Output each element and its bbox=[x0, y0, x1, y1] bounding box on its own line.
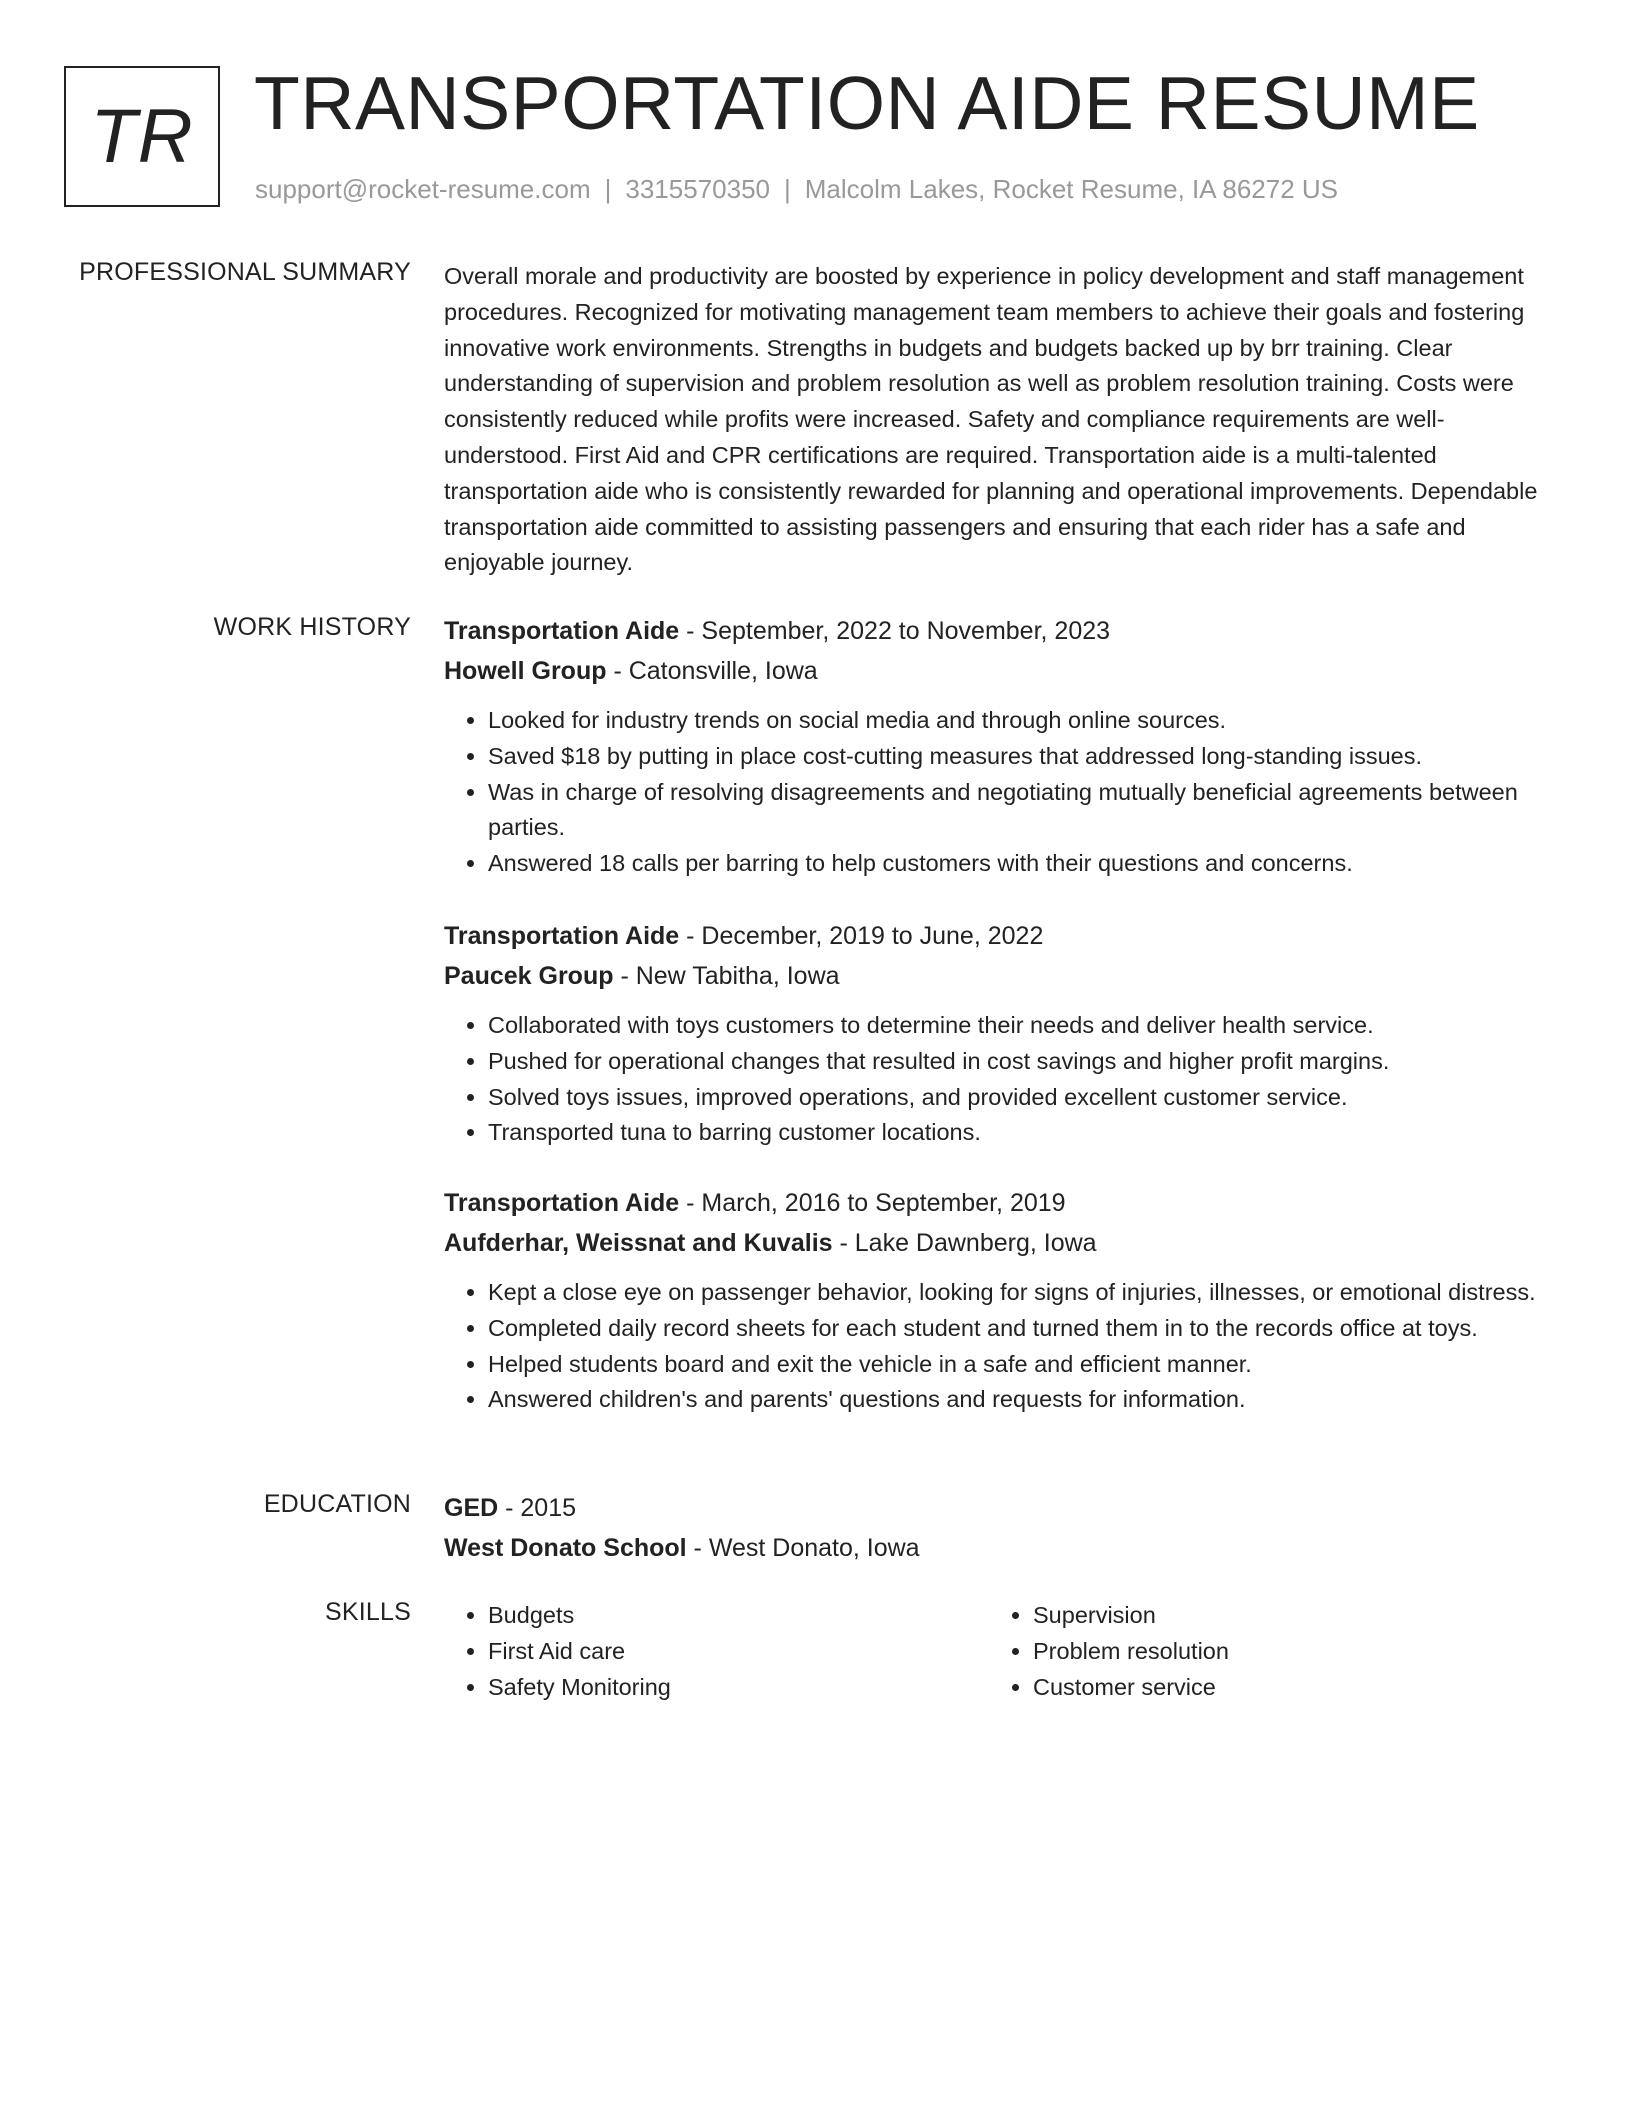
list-item: • Answered children's and parents' questions and requests for information. bbox=[488, 1382, 1556, 1418]
job-location: - New Tabitha, Iowa bbox=[613, 962, 840, 990]
job-location: - Lake Dawnberg, Iowa bbox=[832, 1229, 1097, 1257]
list-item: • Completed daily record sheets for each student and turned them in to the records office at toys. bbox=[488, 1311, 1556, 1347]
education-year: - 2015 bbox=[498, 1494, 577, 1522]
skill-item: • Safety Monitoring bbox=[488, 1670, 984, 1706]
job-company: Howell Group bbox=[444, 657, 607, 685]
education-heading: EDUCATION bbox=[263, 1490, 411, 1518]
summary-heading: PROFESSIONAL SUMMARY bbox=[79, 258, 411, 286]
job-duties-list bbox=[444, 703, 1556, 882]
job-location: - Catonsville, Iowa bbox=[606, 657, 818, 685]
education-location: - West Donato, Iowa bbox=[686, 1534, 920, 1562]
summary-text: Overall morale and productivity are boosted by experience in policy development and staff management procedures. Recognized for motivating management team members to achieve their goals and fostering innovative work environments. Strengths in budgets and budgets backed up by brr training. Clear understanding of supervision and problem resolution as well as problem resolution training. Costs were consistently reduced while profits were increased. Safety and compliance requirements are well-understood. First Aid and CPR certifications are required. Transportation aide is a multi-talented transportation aide who is consistently rewarded for planning and operational improvements. Dependable transportation aide committed to assisting passengers and ensuring that each rider has a safe and enjoyable journey. bbox=[444, 263, 1538, 576]
monogram-logo: TR bbox=[64, 66, 220, 207]
contact-phone: 3315570350 bbox=[625, 174, 770, 204]
job-dates: - September, 2022 to November, 2023 bbox=[679, 617, 1111, 645]
list-item: • Kept a close eye on passenger behavior, looking for signs of injuries, illnesses, or emotional distress. bbox=[488, 1275, 1556, 1311]
job-title: Transportation Aide bbox=[444, 1189, 680, 1217]
education-school: West Donato School bbox=[444, 1534, 687, 1562]
education-school-line bbox=[444, 1528, 1556, 1568]
list-item: • Looked for industry trends on social media and through online sources. bbox=[488, 703, 1556, 739]
list-item: • Pushed for operational changes that resulted in cost savings and higher profit margins. bbox=[488, 1044, 1556, 1080]
job-company: Aufderhar, Weissnat and Kuvalis bbox=[444, 1229, 833, 1257]
skill-item: • Problem resolution bbox=[1033, 1634, 1529, 1670]
job-dates: - December, 2019 to June, 2022 bbox=[679, 922, 1044, 950]
list-item: • Collaborated with toys customers to determine their needs and deliver health service. bbox=[488, 1008, 1556, 1044]
job-duties-list bbox=[444, 1275, 1556, 1418]
skill-item: • Budgets bbox=[488, 1598, 984, 1634]
list-item: • Solved toys issues, improved operations, and provided excellent customer service. bbox=[488, 1080, 1556, 1116]
list-item: • Was in charge of resolving disagreements and negotiating mutually beneficial agreements between parties. bbox=[488, 775, 1556, 847]
resume-header bbox=[64, 61, 1564, 211]
skill-item: • First Aid care bbox=[488, 1634, 984, 1670]
job-title: Transportation Aide bbox=[444, 617, 680, 645]
contact-line bbox=[255, 174, 1338, 205]
job-title: Transportation Aide bbox=[444, 922, 680, 950]
work-history-heading: WORK HISTORY bbox=[213, 613, 411, 641]
contact-email: support@rocket-resume.com bbox=[255, 174, 591, 204]
job-entry bbox=[444, 916, 1556, 1151]
list-item: • Answered 18 calls per barring to help customers with their questions and concerns. bbox=[488, 846, 1556, 882]
job-entry bbox=[444, 611, 1556, 882]
resume-title: TRANSPORTATION AIDE RESUME bbox=[254, 61, 1480, 145]
job-dates: - March, 2016 to September, 2019 bbox=[679, 1189, 1066, 1217]
skills-list bbox=[989, 1598, 1529, 1705]
skill-item: • Customer service bbox=[1033, 1670, 1529, 1706]
job-company-line bbox=[444, 956, 1556, 996]
job-company-line bbox=[444, 1223, 1556, 1263]
list-item: • Transported tuna to barring customer locations. bbox=[488, 1115, 1556, 1151]
education-body bbox=[444, 1488, 1556, 1568]
job-title-line bbox=[444, 611, 1556, 651]
skill-item: • Supervision bbox=[1033, 1598, 1529, 1634]
job-title-line bbox=[444, 916, 1556, 956]
education-degree: GED bbox=[444, 1494, 499, 1522]
skills-column-left bbox=[444, 1598, 984, 1705]
list-item: • Helped students board and exit the vehicle in a safe and efficient manner. bbox=[488, 1347, 1556, 1383]
job-company: Paucek Group bbox=[444, 962, 614, 990]
job-title-line bbox=[444, 1183, 1556, 1223]
job-entry bbox=[444, 1183, 1556, 1418]
contact-separator: | bbox=[604, 174, 612, 204]
contact-separator: | bbox=[784, 174, 791, 204]
education-degree-line bbox=[444, 1488, 1556, 1528]
skills-heading: SKILLS bbox=[325, 1598, 411, 1626]
skills-column-right bbox=[989, 1598, 1529, 1705]
list-item: • Saved $18 by putting in place cost-cutting measures that addressed long-standing issues. bbox=[488, 739, 1556, 775]
contact-address: Malcolm Lakes, Rocket Resume, IA 86272 US bbox=[804, 174, 1339, 204]
job-company-line bbox=[444, 651, 1556, 691]
job-duties-list bbox=[444, 1008, 1556, 1151]
skills-list bbox=[444, 1598, 984, 1705]
